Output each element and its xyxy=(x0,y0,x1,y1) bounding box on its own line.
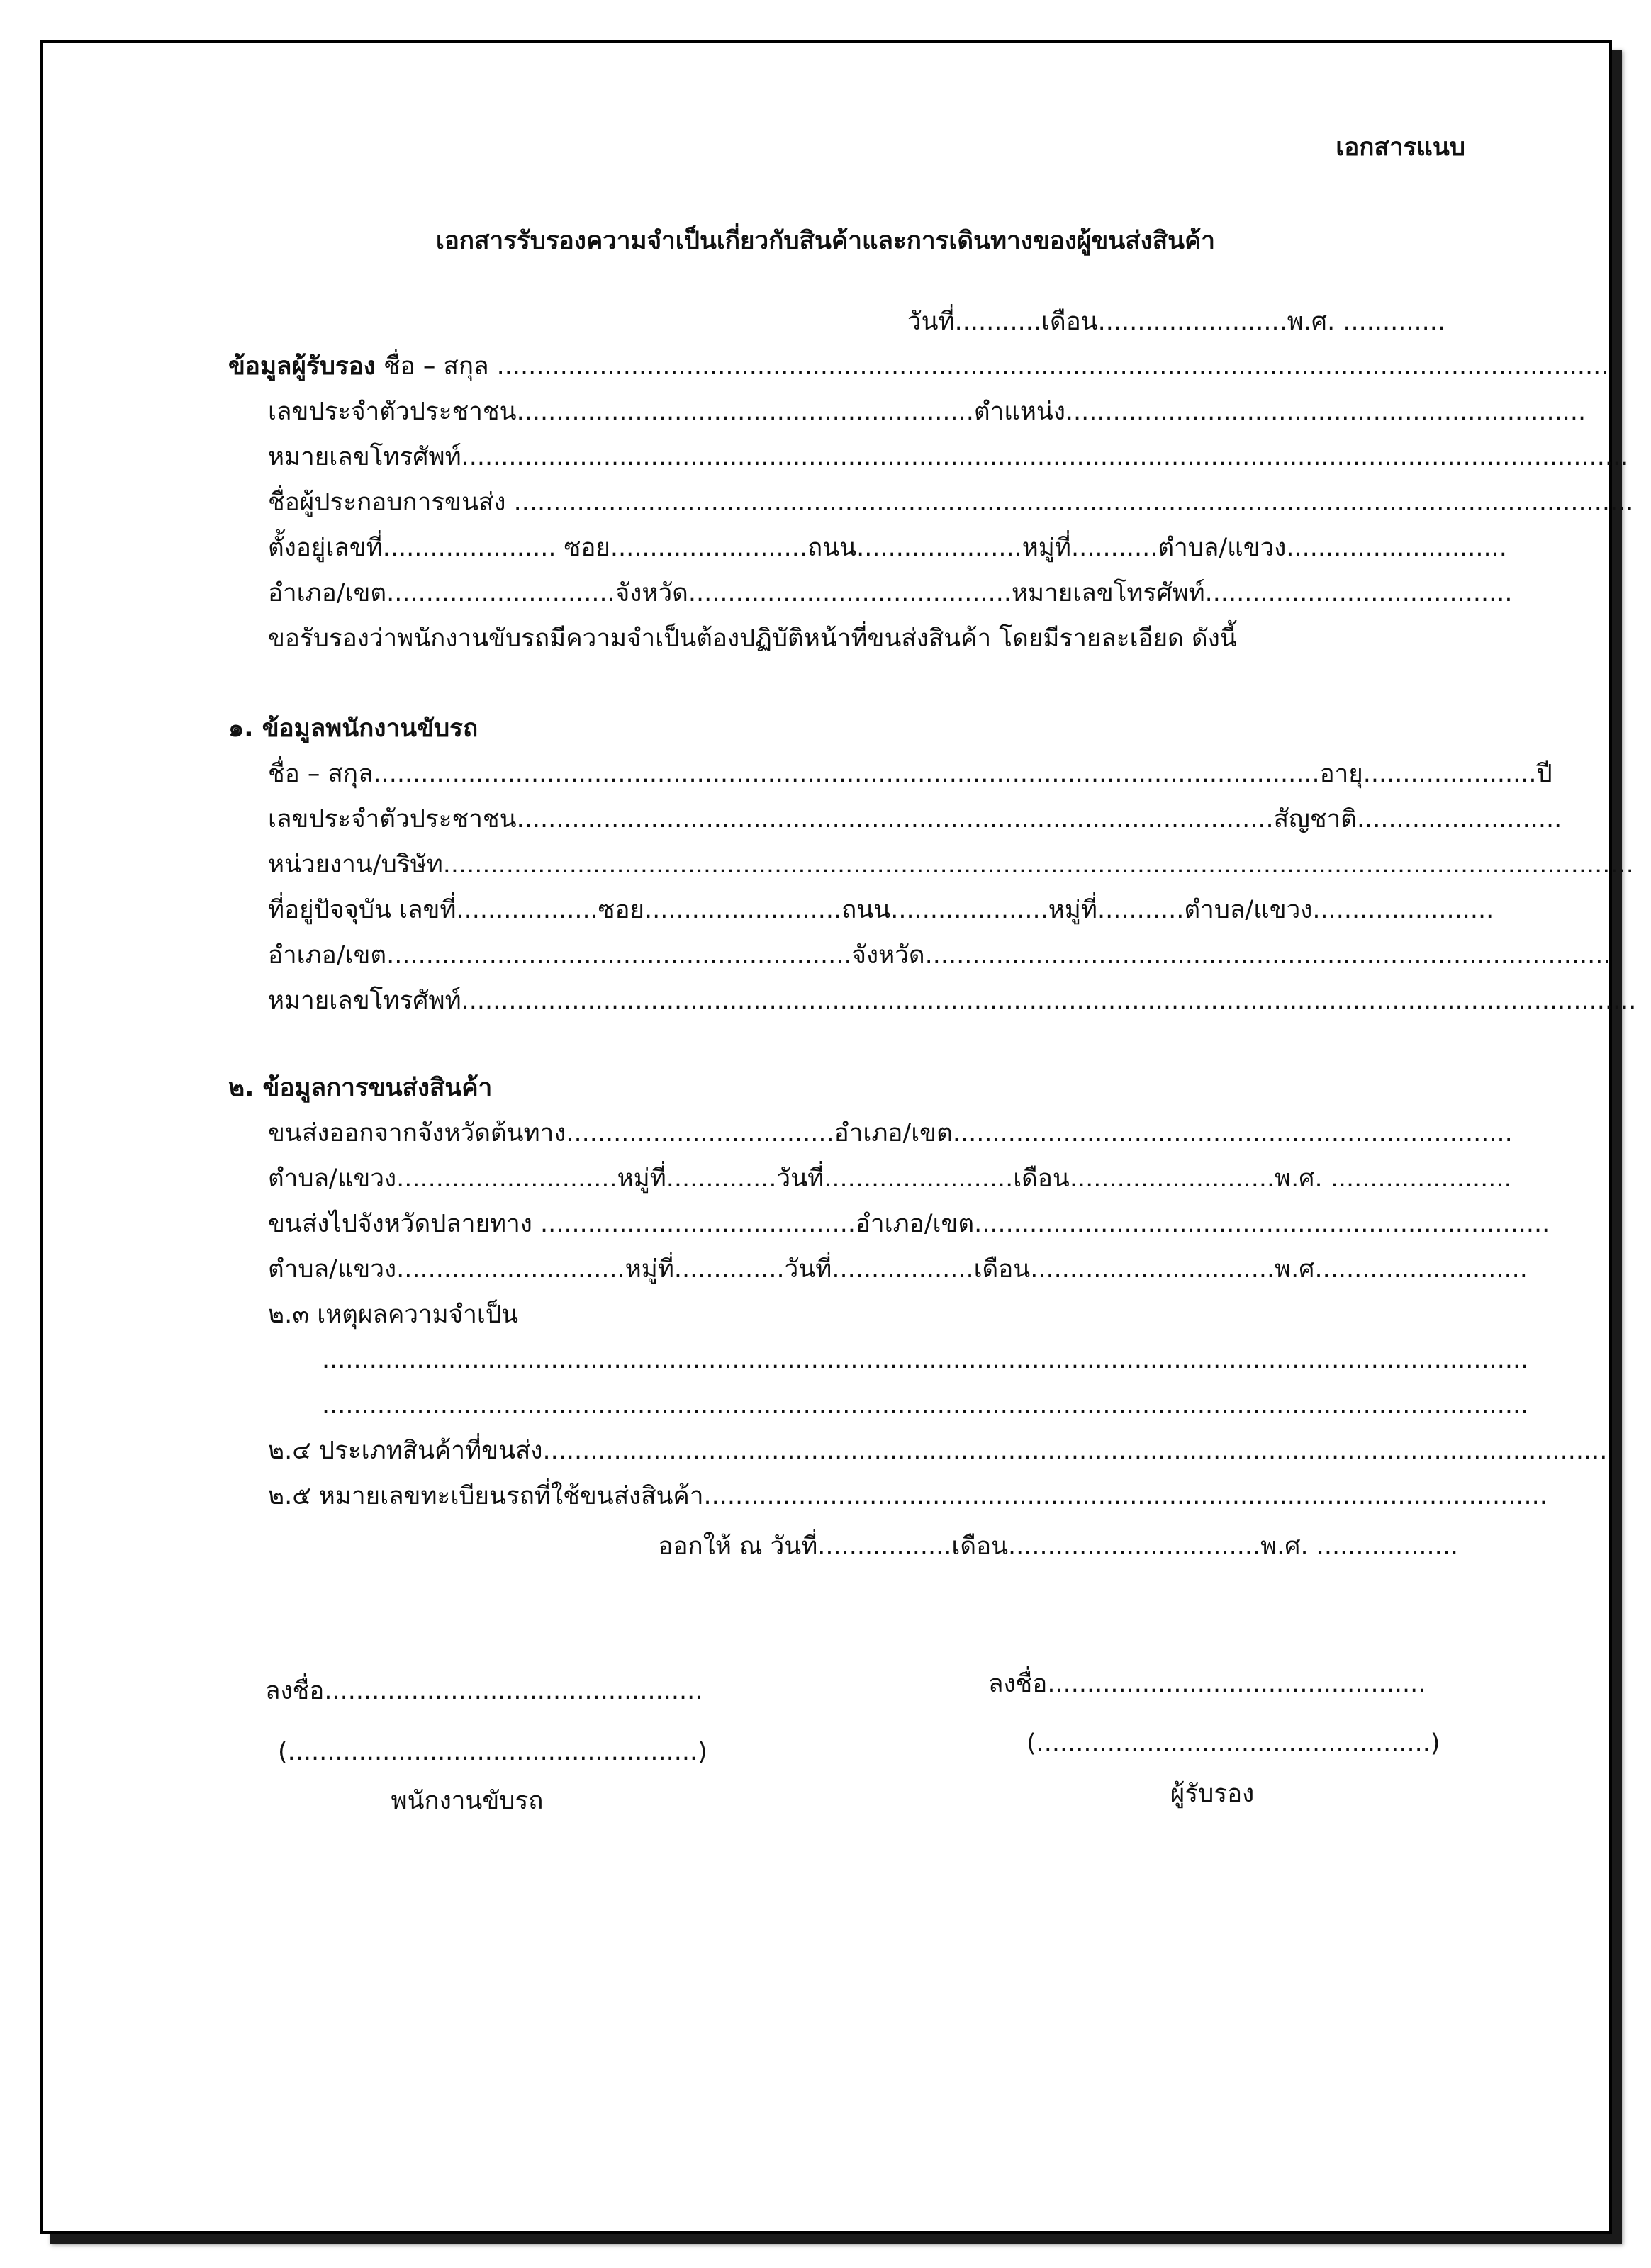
operator-name-line: ชื่อผู้ประกอบการขนส่ง .............................................................................................................................................. xyxy=(268,488,1634,517)
date-line: วันที่...........เดือน........................พ.ศ. ............. xyxy=(907,308,1445,336)
driver-name-line: ชื่อ – สกุล........................................................................................................................อายุ......................ปี xyxy=(268,760,1552,788)
reason-dotted-line-1: ......................................................................................................................................................... xyxy=(322,1346,1529,1374)
driver-company-line: หน่วยงาน/บริษัท....................................................................................................................................................... xyxy=(268,850,1634,879)
issued-date-line: ออกให้ ณ วันที่.................เดือน................................พ.ศ. .................. xyxy=(658,1532,1458,1561)
section1-heading: ๑. ข้อมูลพนักงานขับรถ xyxy=(228,714,478,743)
certification-statement: ขอรับรองว่าพนักงานขับรถมีความจำเป็นต้องปฏิบัติหน้าที่ขนส่งสินค้า โดยมีรายละเอียด ดังนี้ xyxy=(268,624,1237,653)
driver-name-parentheses: (....................................................) xyxy=(278,1738,707,1766)
driver-phone-line: หมายเลขโทรศัพท์..................................................................................................................................................... xyxy=(268,987,1637,1015)
destination-province-line: ขนส่งไปจังหวัดปลายทาง ........................................อำเภอ/เขต......................................................................... xyxy=(268,1210,1550,1238)
certifier-phone-line: หมายเลขโทรศัพท์.................................................................................................................................................... xyxy=(268,443,1629,471)
certifier-heading: ข้อมูลผู้รับรอง xyxy=(228,352,376,381)
origin-subdistrict-line: ตำบล/แขวง............................หมู่ที่..............วันที่........................เดือน..........................พ.ศ. ....................... xyxy=(268,1164,1512,1193)
reason-dotted-line-2: ......................................................................................................................................................... xyxy=(322,1391,1529,1420)
destination-subdistrict-line: ตำบล/แขวง.............................หมู่ที่..............วันที่..................เดือน...............................พ.ศ........................... xyxy=(268,1255,1528,1284)
driver-address-line-1: ที่อยู่ปัจจุบัน เลขที่..................ซอย.........................ถนน....................หมู่ที่...........ตำบล/แขวง....................... xyxy=(268,896,1494,924)
origin-province-line: ขนส่งออกจากจังหวัดต้นทาง..................................อำเภอ/เขต....................................................................... xyxy=(268,1119,1513,1147)
certifier-signature-line: ลงชื่อ................................................ xyxy=(988,1670,1426,1698)
driver-role-label: พนักงานขับรถ xyxy=(391,1787,544,1815)
operator-address-line-2: อำเภอ/เขต.............................จังหวัด.........................................หมายเลขโทรศัพท์....................................... xyxy=(268,579,1513,607)
certifier-role-label: ผู้รับรอง xyxy=(1170,1780,1255,1808)
certifier-name-parentheses: (..................................................) xyxy=(1026,1729,1440,1758)
goods-type-line: ๒.๔ ประเภทสินค้าที่ขนส่ง....................................................................................................................................... xyxy=(268,1437,1608,1465)
vehicle-registration-line: ๒.๕ หมายเลขทะเบียนรถที่ใช้ขนส่งสินค้า........................................................................................................... xyxy=(268,1482,1548,1510)
driver-signature-line: ลงชื่อ................................................ xyxy=(265,1677,703,1705)
certifier-name-line: ชื่อ – สกุล ............................................................................................................................................. xyxy=(375,352,1609,381)
driver-id-line: เลขประจำตัวประชาชน................................................................................................สัญชาติ.......................... xyxy=(268,805,1562,833)
certifier-name-row xyxy=(228,351,1608,382)
section2-heading: ๒. ข้อมูลการขนส่งสินค้า xyxy=(228,1074,493,1102)
driver-address-line-2: อำเภอ/เขต...........................................................จังหวัด....................................................................................... xyxy=(268,941,1611,970)
operator-address-line-1: ตั้งอยู่เลขที่...................... ซอย.........................ถนน.....................หมู่ที่...........ตำบล/แขวง............................ xyxy=(268,534,1507,562)
reason-label: ๒.๓ เหตุผลความจำเป็น xyxy=(268,1301,519,1329)
attachment-label: เอกสารแนบ xyxy=(1336,133,1465,162)
certifier-id-line: เลขประจำตัวประชาชน..........................................................ตำแหน่ง.................................................................. xyxy=(268,398,1586,426)
document-title: เอกสารรับรองความจำเป็นเกี่ยวกับสินค้าและการเดินทางของผู้ขนส่งสินค้า xyxy=(435,227,1216,255)
